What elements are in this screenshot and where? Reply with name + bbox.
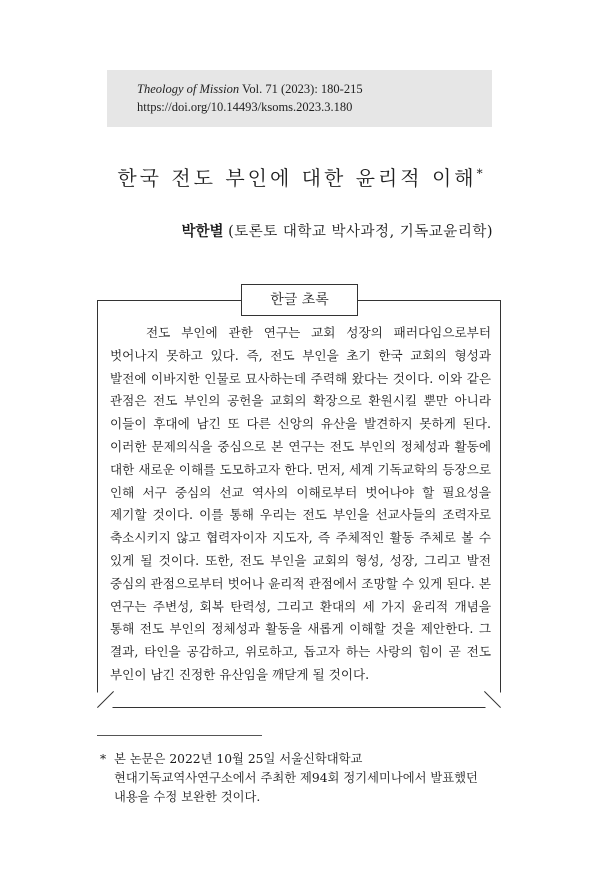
abstract-label: 한글 초록 <box>241 284 358 316</box>
author-line <box>181 220 493 241</box>
journal-header-box <box>107 70 492 127</box>
footnote-text: 본 논문은 2022년 10월 25일 서울신학대학교 현대기독교역사연구소에서 주최한 제94회 정기세미나에서 발표했던 내용을 수정 보완한 것이다. <box>114 752 478 804</box>
journal-issue: Vol. 71 (2023): 180-215 <box>242 82 363 96</box>
footnote <box>100 750 505 807</box>
footnote-divider <box>97 735 262 736</box>
doi-link[interactable]: https://doi.org/10.14493/ksoms.2023.3.180 <box>137 100 353 114</box>
journal-citation <box>137 82 363 97</box>
author-name: 박한별 <box>181 223 224 240</box>
paper-title <box>0 162 600 191</box>
footnote-mark: * <box>100 752 107 766</box>
paper-title-text: 한국 전도 부인에 대한 윤리적 이해 <box>117 166 477 190</box>
journal-name: Theology of Mission <box>137 82 240 96</box>
title-footnote-mark: * <box>476 166 483 181</box>
abstract-body: 전도 부인에 관한 연구는 교회 성장의 패러다임으로부터 벗어나지 못하고 있다. 즉, 전도 부인을 초기 한국 교회의 형성과 발전에 이바지한 인물로 묘사하는데 주력해 왔다는 것이다. 이와 같은 관점은 전도 부인의 공헌을 교회의 확장으로 환원시킬 뿐만 아니라 이들이 후대에 남긴 또 다른 신앙의 유산을 발견하지 못하게 된다. 이러한 문제의식을 중심으로 본 연구는 전도 부인의 정체성과 활동에 대한 새로운 이해를 도모하고자 한다. 먼저, 세계 기독교학의 등장으로 인해 서구 중심의 선교 역사의 이해로부터 벗어나야 할 필요성을 제기할 것이다. 이를 통해 우리는 전도 부인을 선교사들의 조력자로 축소시키지 않고 협력자이자 지도자, 즉 주체적인 활동 주체로 볼 수 있게 될 것이다. 또한, 전도 부인을 교회의 형성, 성장, 그리고 발전 중심의 관점으로부터 벗어나 윤리적 관점에서 조망할 수 있게 된다. 본 연구는 주변성, 회복 탄력성, 그리고 환대의 세 가지 윤리적 개념을 통해 전도 부인의 정체성과 활동을 새롭게 이해할 것을 제안한다. 그 결과, 타인을 공감하고, 위로하고, 돕고자 하는 사랑의 힘이 곧 전도 부인이 남긴 진정한 유산임을 깨닫게 될 것이다. <box>110 325 491 682</box>
author-affiliation: (토론토 대학교 박사과정, 기독교윤리학) <box>228 224 493 240</box>
